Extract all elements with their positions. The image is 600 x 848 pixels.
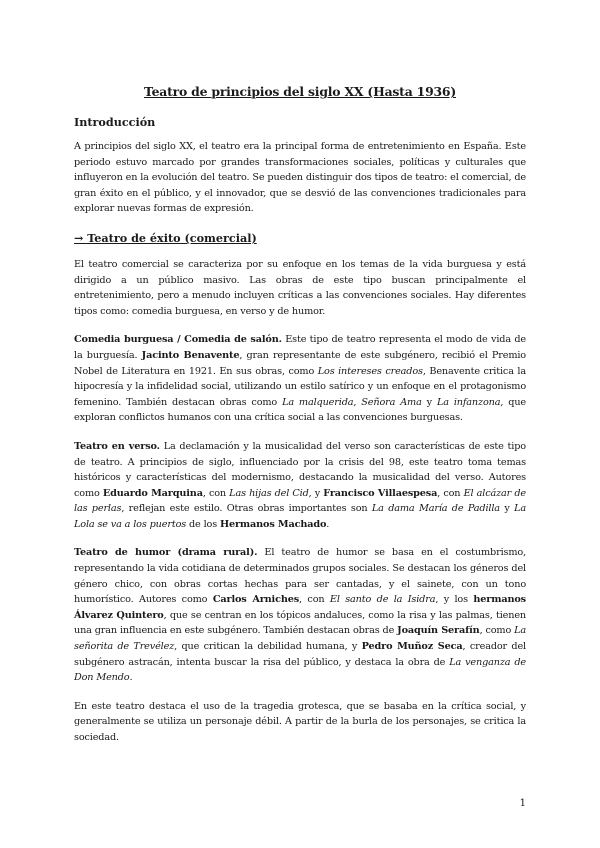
comedia-label: Comedia burguesa / Comedia de salón. (74, 334, 282, 346)
author-arniches: Carlos Arniches (212, 594, 300, 606)
teatro-humor-paragraph (74, 545, 526, 685)
author-benavente: Jacinto Benavente (141, 349, 240, 361)
verso-text-2: , con (202, 487, 230, 499)
introduccion-paragraph: A principios del siglo XX, el teatro era la principal forma de entretenimiento en España. Este periodo estuvo marcado por grandes transformaciones sociales, políticas y culturales que influyeron en la evolución del teatro. Se pueden distinguir dos tipos de teatro: el comercial, de gran éxito en el público, y el innovador, que se desvió de las convenciones tradicionales para explorar nuevas formas de expresión. (74, 141, 526, 215)
work-hijas-del-cid: Las hijas del Cid (229, 487, 309, 499)
work-venganza-don-mendo: La venganza de Don Mendo (74, 656, 526, 684)
verso-text-1: La declamación y la musicalidad del verso son características de este tipo de teatro. A principios de siglo, influenciado por la crisis del 98, este teatro toma temas históricos y características del modernismo, destacando la musicalidad del verso. Autores como (74, 440, 526, 499)
comedia-text-3: , Benavente critica la hipocresía y la infidelidad social, utilizando un estilo satírico y un enfoque en el protagonismo femenino. También destacan obras como (74, 365, 526, 408)
humor-text-7: , creador del subgénero astracán, intenta buscar la risa del público, y destaca la obra de (74, 641, 527, 668)
verso-text-8: . (326, 518, 330, 530)
comedia-text-5: y (421, 396, 437, 408)
verso-text-4: , con (437, 487, 464, 499)
humor-text-8: . (129, 672, 133, 684)
humor-text-1: El teatro de humor se basa en el costumbrismo, representando la vida cotidiana de determinados grupos sociales. Se destacan los géneros del género chico, con obras cortas hechas para ser cantadas, y el sainete, con un tono humorístico. Autores como (74, 547, 526, 606)
humor-text-2: , con (299, 594, 330, 606)
humor-text-4: , que se centran en los tópicos andaluces, como la risa y las palmas, tienen una gran influencia en este subgénero. También destacan obras de (74, 609, 526, 637)
author-munoz-seca: Pedro Muñoz Seca (361, 641, 463, 653)
verso-text-7: de los (186, 518, 220, 530)
work-malquerida: La malquerida (282, 396, 354, 408)
work-senorita-trevelez: La señorita de Trevélez (74, 625, 526, 653)
author-serafin: Joaquín Serafín (397, 625, 480, 637)
comedia-text-2: , gran representante de este subgénero, recibió el Premio Nobel de Literatura en 1921. En sus obras, como (74, 349, 526, 377)
verso-text-3: , y (308, 487, 324, 499)
humor-text-5: , como (479, 625, 515, 637)
verso-text-5: , reflejan este estilo. Otras obras importantes son (121, 503, 372, 515)
section-heading-teatro-exito: → Teatro de éxito (comercial) (74, 230, 257, 245)
work-dama-maria-padilla: La dama María de Padilla (371, 503, 500, 515)
comedia-burguesa-paragraph (74, 332, 526, 426)
comedia-text-4: , (353, 396, 362, 408)
work-infanzona: La infanzona (436, 396, 501, 408)
author-alvarez-quintero: hermanos Álvarez Quintero (74, 594, 526, 621)
conclusion-paragraph: En este teatro destaca el uso de la tragedia grotesca, que se basaba en la crítica social, y generalmente se utiliza un personaje débil. A partir de la burla de los personajes, se critica la sociedad. (74, 700, 526, 743)
comedia-text-6: , que exploran conflictos humanos con una crítica social a las convenciones burguesas. (74, 396, 526, 424)
humor-text-6: , que critican la debilidad humana, y (174, 641, 362, 653)
section-heading-introduccion: Introducción (74, 115, 156, 129)
work-lola-puertos: La Lola se va a los puertos (74, 503, 527, 530)
humor-label: Teatro de humor (drama rural). (74, 547, 258, 559)
comedia-text-1: Este tipo de teatro representa el modo de vida de la burguesía. (74, 334, 526, 361)
work-senora-ama: Señora Ama (361, 396, 422, 408)
author-marquina: Eduardo Marquina (102, 487, 203, 499)
verso-label: Teatro en verso. (74, 440, 160, 452)
work-santo-isidra: El santo de la Isidra (329, 594, 436, 606)
teatro-verso-paragraph (74, 439, 526, 533)
work-alcazar-perlas: El alcázar de las perlas (74, 487, 526, 515)
work-intereses-creados: Los intereses creados (317, 365, 423, 377)
document-page (74, 84, 526, 759)
page-number: 1 (519, 798, 526, 809)
verso-text-6: y (499, 503, 515, 515)
teatro-comercial-paragraph: El teatro comercial se caracteriza por su enfoque en los temas de la vida burguesa y está dirigido a un público masivo. Las obras de este tipo buscan principalmente el entretenimiento, pero a menudo incluyen críticas a las convenciones sociales. Hay diferentes tipos como: comedia burguesa, en verso y de humor. (74, 258, 526, 317)
author-hermanos-machado: Hermanos Machado (219, 518, 327, 530)
document-title: Teatro de principios del siglo XX (Hasta 1936) (143, 84, 456, 99)
humor-text-3: , y los (435, 594, 474, 606)
author-villaespesa: Francisco Villaespesa (323, 487, 438, 499)
